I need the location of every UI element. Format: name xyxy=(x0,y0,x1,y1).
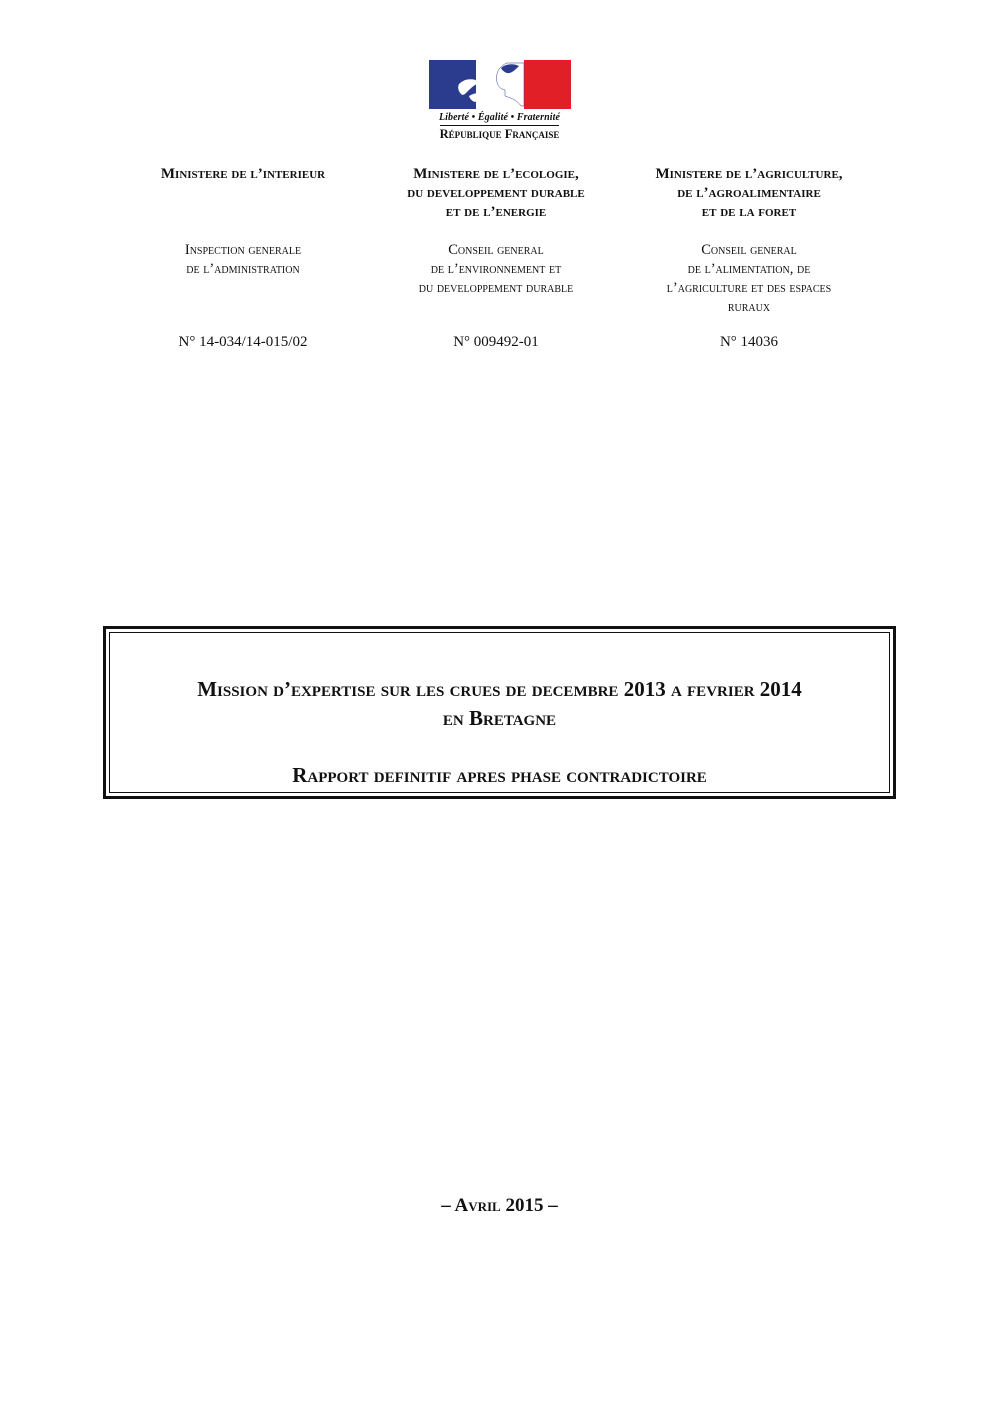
ministry-name xyxy=(118,165,368,231)
ministry-line: Ministere de l’agriculture, xyxy=(655,166,843,182)
report-number: N° 009492-01 xyxy=(453,334,539,350)
report-title-box xyxy=(103,626,896,799)
republique-francaise-logo xyxy=(428,60,571,142)
ministry-line: Ministere de l’ecologie, xyxy=(413,166,579,182)
issuer-column-agriculture xyxy=(624,165,874,352)
council-name xyxy=(118,241,368,333)
council-line: de l’administration xyxy=(186,261,300,277)
report-number: N° 14036 xyxy=(719,334,779,350)
ministry-line: du developpement durable xyxy=(407,185,585,201)
issuer-column-ecologie xyxy=(371,165,621,352)
council-line: l’agriculture et des espaces xyxy=(666,280,832,296)
ministry-name xyxy=(371,165,621,231)
logo-motto: Liberté • Égalité • Fraternité xyxy=(438,112,561,123)
logo-name: République Française xyxy=(439,127,560,141)
council-line: de l’alimentation, de xyxy=(687,261,811,277)
marianne-flag-icon xyxy=(429,60,571,109)
report-title xyxy=(106,675,893,733)
council-line: Conseil general xyxy=(701,242,797,258)
council-line: Inspection generale xyxy=(184,242,302,258)
council-line: de l’environnement et xyxy=(430,261,562,277)
council-line: Conseil general xyxy=(448,242,544,258)
issuer-column-interieur xyxy=(118,165,368,352)
report-date: – Avril 2015 – xyxy=(441,1195,558,1216)
ministry-line: de l’agroalimentaire xyxy=(677,185,821,201)
council-name xyxy=(371,241,621,333)
ministry-line: Ministere de l’interieur xyxy=(160,166,326,182)
ministry-line: et de l’energie xyxy=(445,204,547,220)
ministry-name xyxy=(624,165,874,231)
council-line: du developpement durable xyxy=(418,280,574,296)
report-title-line: en Bretagne xyxy=(442,706,557,730)
report-number: N° 14-034/14-015/02 xyxy=(178,334,308,350)
report-title-line: Mission d’expertise sur les crues de decembre 2013 a fevrier 2014 xyxy=(197,677,802,701)
report-subtitle: Rapport definitif apres phase contradictoire xyxy=(292,763,707,787)
council-line: ruraux xyxy=(727,299,771,315)
ministry-line: et de la foret xyxy=(701,204,797,220)
council-name xyxy=(624,241,874,333)
